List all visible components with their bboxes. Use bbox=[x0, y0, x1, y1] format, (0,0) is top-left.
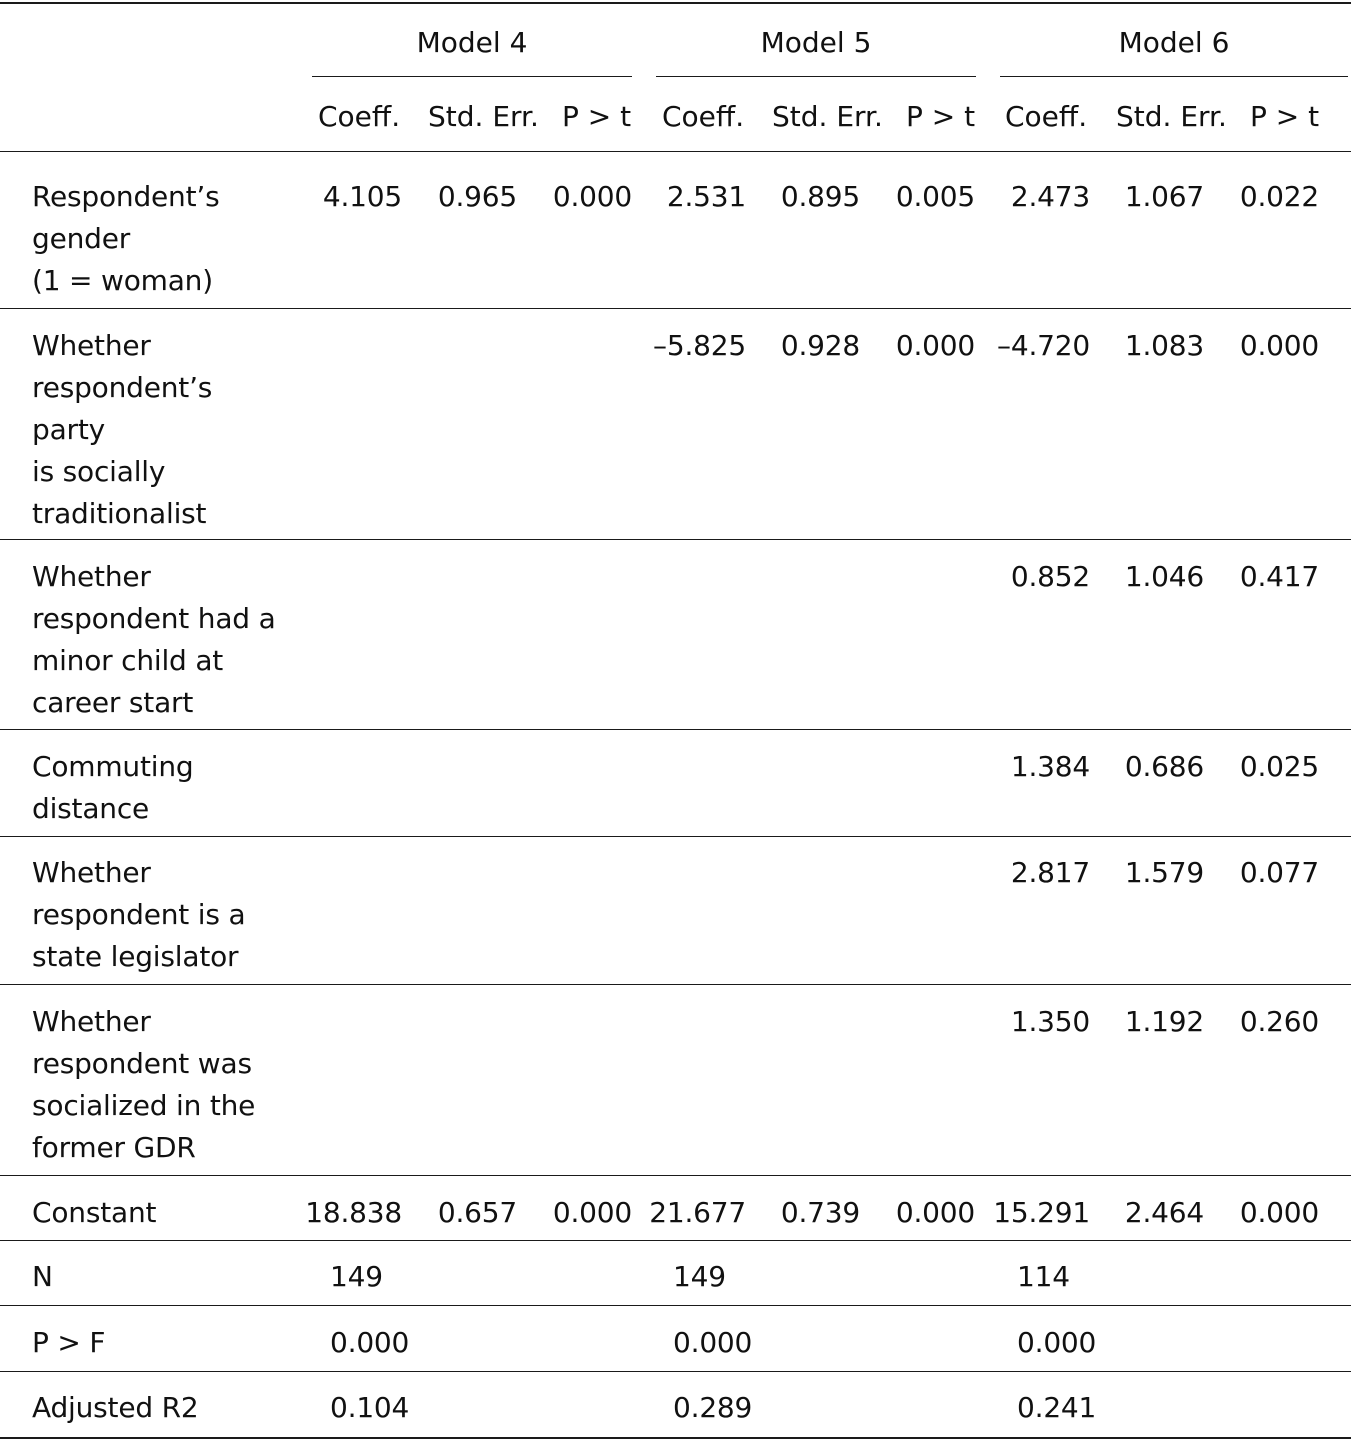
row-divider bbox=[0, 1305, 1351, 1306]
model-4-title: Model 4 bbox=[416, 26, 528, 59]
stat-cell: 0.241 bbox=[1017, 1391, 1097, 1424]
stat-cell: 0.000 bbox=[1017, 1326, 1097, 1359]
table-cell: –4.720 bbox=[997, 329, 1090, 362]
table-cell: 2.817 bbox=[1010, 856, 1090, 889]
table-cell: 1.046 bbox=[1124, 560, 1204, 593]
stat-cell: 0.104 bbox=[330, 1391, 410, 1424]
table-cell: 15.291 bbox=[993, 1196, 1090, 1229]
stat-label: Adjusted R2 bbox=[32, 1391, 199, 1424]
table-cell: 0.260 bbox=[1239, 1005, 1319, 1038]
table-cell: –5.825 bbox=[653, 329, 746, 362]
subheader-p-6: P > t bbox=[1250, 100, 1320, 133]
model-6-underline bbox=[1000, 76, 1348, 77]
row-label: Whether respondent was socialized in the former GDR bbox=[32, 1005, 256, 1164]
row-divider bbox=[0, 984, 1351, 985]
model-5-title: Model 5 bbox=[760, 26, 872, 59]
table-cell: 21.677 bbox=[649, 1196, 746, 1229]
table-cell: 0.000 bbox=[895, 1196, 975, 1229]
table-cell: 1.579 bbox=[1124, 856, 1204, 889]
table-cell: 0.000 bbox=[895, 329, 975, 362]
table-cell: 0.852 bbox=[1010, 560, 1090, 593]
table-cell: 2.531 bbox=[666, 180, 746, 213]
table-cell: 0.000 bbox=[1239, 329, 1319, 362]
row-label: Constant bbox=[32, 1196, 157, 1229]
row-divider bbox=[0, 308, 1351, 309]
stat-cell: 114 bbox=[1017, 1260, 1070, 1293]
subheader-coeff-5: Coeff. bbox=[662, 100, 745, 133]
stat-label: N bbox=[32, 1260, 53, 1293]
table-cell: 0.417 bbox=[1239, 560, 1319, 593]
table-cell: 0.965 bbox=[437, 180, 517, 213]
stat-cell: 149 bbox=[673, 1260, 726, 1293]
table-cell: 0.895 bbox=[780, 180, 860, 213]
row-divider bbox=[0, 1371, 1351, 1372]
table-cell: 0.657 bbox=[437, 1196, 517, 1229]
row-label: Whether respondent’s party is socially traditionalist bbox=[32, 329, 213, 530]
table-cell: 1.192 bbox=[1124, 1005, 1204, 1038]
model-4-underline bbox=[312, 76, 632, 77]
subheader-stderr-5: Std. Err. bbox=[772, 100, 883, 133]
table-cell: 0.077 bbox=[1239, 856, 1319, 889]
stat-cell: 0.000 bbox=[330, 1326, 410, 1359]
stat-cell: 0.000 bbox=[673, 1326, 753, 1359]
bottom-rule bbox=[0, 1437, 1351, 1439]
table-cell: 0.000 bbox=[552, 180, 632, 213]
row-divider bbox=[0, 1175, 1351, 1176]
table-cell: 0.739 bbox=[780, 1196, 860, 1229]
table-cell: 0.000 bbox=[1239, 1196, 1319, 1229]
stat-cell: 149 bbox=[330, 1260, 383, 1293]
subheader-p-5: P > t bbox=[906, 100, 976, 133]
table-cell: 1.067 bbox=[1124, 180, 1204, 213]
row-divider bbox=[0, 836, 1351, 837]
row-label: Whether respondent had a minor child at career start bbox=[32, 560, 276, 719]
stat-label: P > F bbox=[32, 1326, 106, 1359]
row-divider bbox=[0, 1240, 1351, 1241]
table-cell: 0.025 bbox=[1239, 750, 1319, 783]
top-rule bbox=[0, 2, 1351, 4]
table-cell: 2.464 bbox=[1124, 1196, 1204, 1229]
row-label: Whether respondent is a state legislator bbox=[32, 856, 246, 973]
table-cell: 1.350 bbox=[1010, 1005, 1090, 1038]
table-cell: 2.473 bbox=[1010, 180, 1090, 213]
table-cell: 1.083 bbox=[1124, 329, 1204, 362]
table-cell: 0.000 bbox=[552, 1196, 632, 1229]
table-cell: 0.686 bbox=[1124, 750, 1204, 783]
table-cell: 0.928 bbox=[780, 329, 860, 362]
table-cell: 0.005 bbox=[895, 180, 975, 213]
row-divider bbox=[0, 539, 1351, 540]
model-5-underline bbox=[656, 76, 976, 77]
subheader-coeff-6: Coeff. bbox=[1005, 100, 1088, 133]
subheader-stderr-4: Std. Err. bbox=[428, 100, 539, 133]
table-cell: 18.838 bbox=[305, 1196, 402, 1229]
table-cell: 1.384 bbox=[1010, 750, 1090, 783]
row-label: Commuting distance bbox=[32, 750, 194, 825]
table-cell: 0.022 bbox=[1239, 180, 1319, 213]
header-rule bbox=[0, 151, 1351, 152]
model-6-title: Model 6 bbox=[1118, 26, 1230, 59]
row-label: Respondent’s gender (1 = woman) bbox=[32, 180, 220, 297]
subheader-coeff-4: Coeff. bbox=[318, 100, 401, 133]
subheader-stderr-6: Std. Err. bbox=[1116, 100, 1227, 133]
table-cell: 4.105 bbox=[322, 180, 402, 213]
subheader-p-4: P > t bbox=[562, 100, 632, 133]
row-divider bbox=[0, 729, 1351, 730]
stat-cell: 0.289 bbox=[673, 1391, 753, 1424]
